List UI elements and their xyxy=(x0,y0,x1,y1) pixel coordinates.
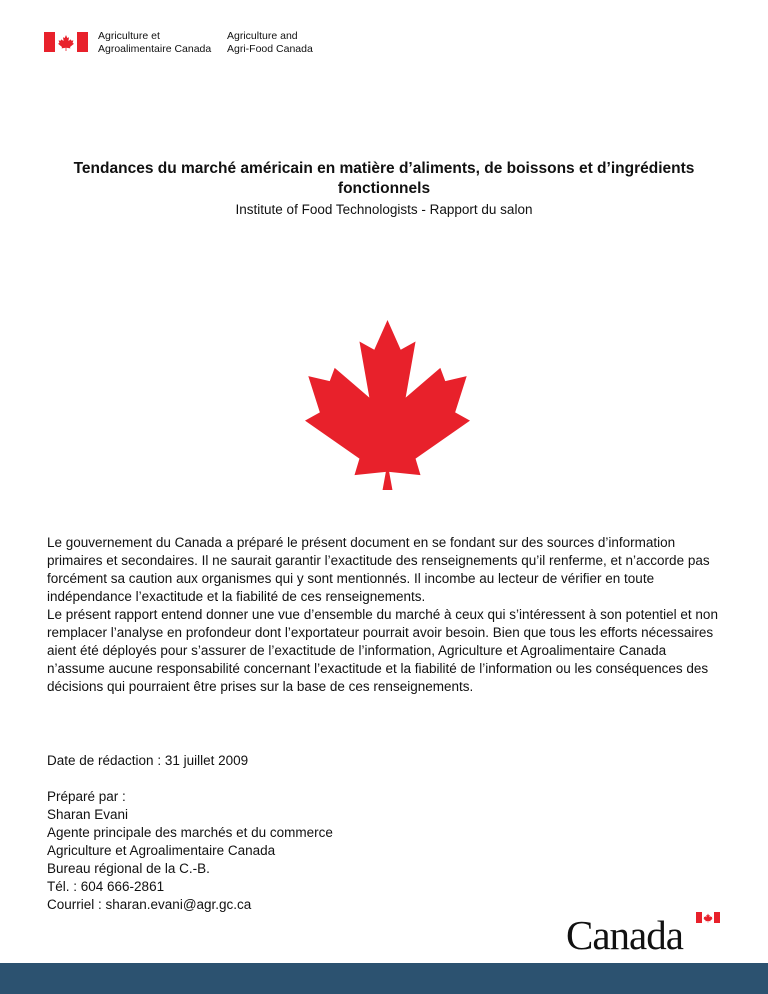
prepared-by xyxy=(47,788,723,914)
author-email: Courriel : sharan.evani@agr.gc.ca xyxy=(47,897,252,912)
author-name: Sharan Evani xyxy=(47,807,129,822)
department-name-fr xyxy=(98,30,211,56)
wordmark-flag-icon xyxy=(696,912,720,923)
canada-wordmark xyxy=(566,912,726,956)
document-subtitle: Institute of Food Technologists - Rapport du salon xyxy=(235,202,533,217)
prepared-by-label: Préparé par : xyxy=(47,789,126,804)
writing-date: Date de rédaction : 31 juillet 2009 xyxy=(47,753,249,768)
department-name-en xyxy=(227,30,313,56)
canada-wordmark-text: Canada xyxy=(566,912,683,958)
department-name-fr-line1: Agriculture et xyxy=(98,30,160,42)
author-office: Bureau régional de la C.-B. xyxy=(47,861,210,876)
author-role: Agente principale des marchés et du commerce xyxy=(47,825,333,840)
department-name-en-line2: Agri-Food Canada xyxy=(227,43,313,55)
department-name-fr-line2: Agroalimentaire Canada xyxy=(98,43,212,55)
disclaimer xyxy=(47,534,723,696)
footer-bar xyxy=(0,963,768,994)
maple-leaf-icon xyxy=(305,320,470,490)
canada-flag-icon xyxy=(44,32,88,52)
author-phone: Tél. : 604 666-2861 xyxy=(47,879,165,894)
author-organization: Agriculture et Agroalimentaire Canada xyxy=(47,843,276,858)
disclaimer-paragraph-1: Le gouvernement du Canada a préparé le présent document en se fondant sur des sources d’information primaires et secondaires. Il ne saurait garantir l’exactitude des renseignements qu’il renferme, et n’accorde pas forcément sa caution aux organismes qui y sont mentionnés. Il incombe au lecteur de vérifier en toute indépendance l’exactitude et la fiabilité de ces renseignements. xyxy=(47,535,710,604)
document-title: Tendances du marché américain en matière d’aliments, de boissons et d’ingrédients fonctionnels xyxy=(73,160,695,197)
department-name-en-line1: Agriculture and xyxy=(227,30,298,42)
disclaimer-paragraph-2: Le présent rapport entend donner une vue d’ensemble du marché à ceux qui s’intéressent à son potentiel et non remplacer l’analyse en profondeur dont l’exportateur pourrait avoir besoin. Bien que tous les efforts nécessaires aient été déployés pour s’assurer de l’exactitude de l’information, Agriculture et Agroalimentaire Canada n’assume aucune responsabilité concernant l’exactitude et la fiabilité de l’information ou les conséquences des décisions qui pourraient être prises sur la base de ces renseignements. xyxy=(47,607,718,694)
